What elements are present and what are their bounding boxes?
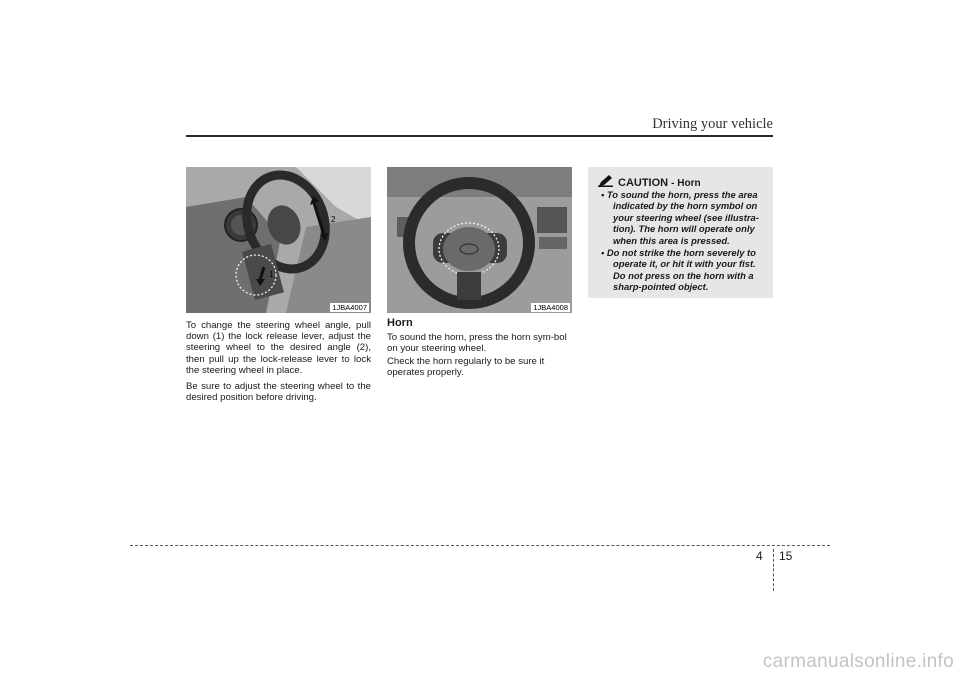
caution-subtitle: - Horn [671, 178, 701, 189]
page-number: 15 [779, 549, 793, 563]
caution-item: • To sound the horn, press the area indicated by the horn symbol on your steering wheel (see illustra-tion). The horn will operate only when this area is pressed. [601, 189, 759, 246]
caution-list [594, 189, 768, 294]
figure-label-2: 2 [331, 215, 336, 224]
figure-code: 1JBA4007 [332, 303, 367, 312]
figure-code: 1JBA4008 [533, 303, 568, 312]
footer-rule [130, 545, 830, 546]
paragraph: To sound the horn, press the horn sym-bol on your steering wheel. [387, 332, 567, 355]
header-rule [186, 135, 773, 137]
section-number: 4 [756, 549, 763, 563]
page-divider [773, 549, 774, 591]
paragraph: Check the horn regularly to be sure it operates properly. [387, 355, 545, 378]
caution-title [598, 175, 701, 189]
figure-label-1: 1 [269, 270, 274, 279]
watermark: carmanualsonline.info [762, 651, 954, 672]
caution-box [588, 167, 773, 298]
caution-item: • Do not strike the horn severely to operate it, or hit it with your fist. Do not press on the horn with a sharp-pointed object. [601, 247, 756, 293]
paragraph: Be sure to adjust the steering wheel to the desired position before driving. [186, 381, 371, 404]
horn-text [387, 318, 572, 383]
horn-figure [387, 167, 572, 313]
pencil-icon [598, 175, 613, 187]
caution-label: CAUTION [618, 177, 669, 189]
steering-adjust-figure [186, 167, 371, 313]
paragraph: To change the steering wheel angle, pull down (1) the lock release lever, adjust the steering wheel to the desired angle (2), then pull up the lock-release lever to lock the steering wheel in place. [186, 320, 371, 376]
horn-heading: Horn [387, 317, 413, 329]
section-title: Driving your vehicle [652, 116, 773, 132]
steering-adjust-text [186, 320, 371, 408]
